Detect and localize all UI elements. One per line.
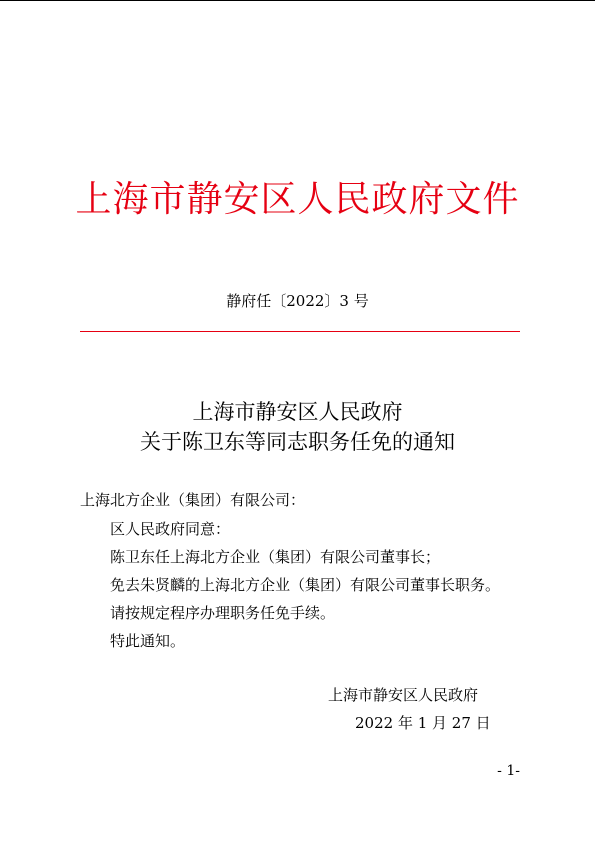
notice-paragraph: 特此通知。 (110, 632, 186, 650)
page-number: - 1- (497, 763, 520, 779)
signature-date: 2022 年 1 月 27 日 (355, 714, 491, 732)
notice-paragraph: 陈卫东任上海北方企业（集团）有限公司董事长； (110, 548, 441, 566)
notice-paragraph: 区人民政府同意： (110, 520, 231, 538)
document-number: 静府任〔2022〕3 号 (226, 292, 369, 310)
signature-organization: 上海市静安区人民政府 (328, 686, 479, 704)
header-divider-line (80, 331, 520, 332)
notice-recipient: 上海北方企业（集团）有限公司： (80, 491, 306, 509)
notice-title-line-2: 关于陈卫东等同志职务任免的通知 (140, 430, 455, 454)
notice-paragraph: 免去朱贤麟的上海北方企业（集团）有限公司董事长职务。 (110, 576, 501, 594)
notice-title-line-1: 上海市静安区人民政府 (192, 400, 403, 424)
notice-paragraph: 请按规定程序办理职务任免手续。 (110, 604, 336, 622)
document-header-title: 上海市静安区人民政府文件 (75, 179, 520, 220)
